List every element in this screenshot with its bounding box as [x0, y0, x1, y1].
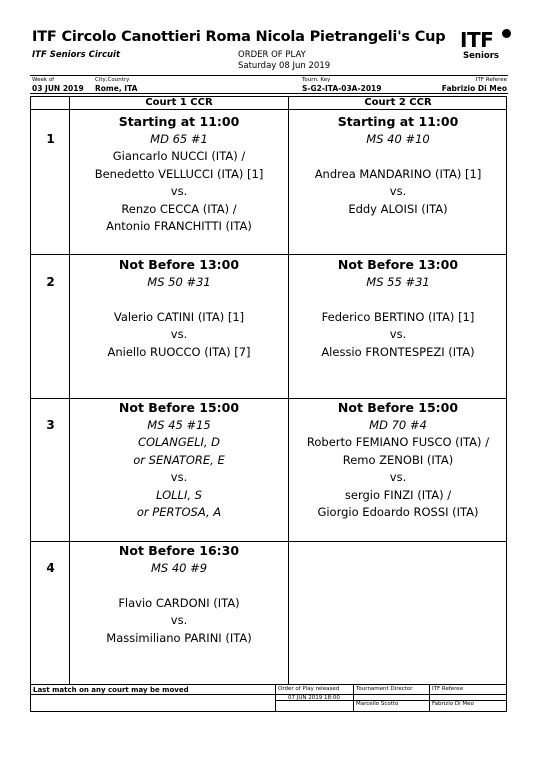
- match-event: MS 40 #9: [150, 560, 208, 575]
- versus-label: vs.: [170, 470, 188, 484]
- versus-label: vs.: [389, 327, 407, 341]
- player-line: Aniello RUOCCO (ITA) [7]: [107, 344, 251, 359]
- footer-divider: [31, 694, 507, 695]
- itf-seniors-logo: [460, 28, 518, 64]
- player-line: Alessio FRONTESPEZI (ITA): [321, 344, 475, 359]
- match-event: MS 55 #31: [366, 274, 430, 289]
- player-line: sergio FINZI (ITA) /: [344, 487, 452, 502]
- tournament-title: ITF Circolo Canottieri Roma Nicola Pietrangeli's Cup: [32, 29, 446, 45]
- match-time: Not Before 13:00: [118, 257, 240, 272]
- match-row-number: 1: [46, 132, 55, 146]
- player-line: Eddy ALOISI (ITA): [348, 201, 448, 216]
- match-time: Not Before 13:00: [337, 257, 459, 272]
- grid-divider: [31, 109, 507, 110]
- player-line: Benedetto VELLUCCI (ITA) [1]: [94, 166, 264, 181]
- player-line: COLANGELI, D: [137, 435, 221, 449]
- tourn-key-value: S-G2-ITA-03A-2019: [302, 84, 382, 93]
- match-event: MD 70 #4: [369, 417, 427, 432]
- footer-divider: [353, 685, 354, 711]
- footer-referee-label: ITF Referee: [432, 686, 464, 692]
- spacer: [70, 577, 288, 595]
- match-event: MS 40 #10: [366, 131, 430, 146]
- player-line: or PERTOSA, A: [136, 505, 222, 519]
- match-cell: [70, 542, 288, 647]
- spacer: [70, 291, 288, 309]
- city-label: City,Country: [95, 77, 130, 83]
- director-label: Tournament Director: [356, 686, 413, 692]
- player-line: Renzo CECCA (ITA) /: [121, 201, 237, 216]
- player-line: Valerio CATINI (ITA) [1]: [113, 309, 245, 324]
- footer-divider: [275, 685, 276, 711]
- director-value: Marcello Scotto: [356, 701, 399, 707]
- play-date: Saturday 08 Jun 2019: [238, 61, 331, 71]
- court-2-header: Court 2 CCR: [364, 97, 432, 108]
- match-event: MS 50 #31: [147, 274, 211, 289]
- city-value: Rome, ITA: [95, 84, 138, 93]
- match-time: Not Before 15:00: [337, 400, 459, 415]
- week-label: Week of: [32, 77, 55, 83]
- player-line: Giorgio Edoardo ROSSI (ITA): [317, 505, 479, 519]
- footer-referee-value: Fabrizio Di Meo: [432, 701, 474, 707]
- player-line: LOLLI, S: [156, 487, 202, 502]
- match-cell: [70, 256, 288, 361]
- order-of-play-grid: [30, 96, 507, 685]
- match-row-number: 2: [46, 275, 55, 289]
- meta-divider-bottom: [30, 93, 508, 94]
- player-line: Roberto FEMIANO FUSCO (ITA) /: [306, 435, 490, 449]
- player-line: Andrea MANDARINO (ITA) [1]: [314, 166, 482, 181]
- versus-label: vs.: [389, 470, 407, 484]
- player-line: Giancarlo NUCCI (ITA) /: [112, 149, 246, 163]
- match-time: Starting at 11:00: [118, 114, 240, 129]
- match-cell: [289, 113, 507, 218]
- player-line: or SENATORE, E: [133, 452, 225, 467]
- spacer: [289, 291, 507, 309]
- match-row-number: 3: [46, 418, 55, 432]
- player-line: Flavio CARDONI (ITA): [118, 595, 240, 610]
- player-line: Antonio FRANCHITTI (ITA): [106, 219, 252, 233]
- week-value: 03 JUN 2019: [32, 84, 84, 93]
- versus-label: vs.: [170, 184, 188, 198]
- logo-text: ITF: [460, 28, 494, 52]
- referee-value: Fabrizio Di Meo: [441, 84, 507, 93]
- footer-divider: [429, 685, 430, 711]
- match-row-number: 4: [46, 561, 55, 575]
- match-event: MD 65 #1: [150, 131, 208, 146]
- footer-box: [30, 685, 507, 712]
- match-time: Not Before 15:00: [118, 400, 240, 415]
- order-of-play-heading: [238, 50, 330, 72]
- logo-subtext: Seniors: [463, 51, 499, 61]
- released-label: Order of Play released: [278, 686, 340, 692]
- versus-label: vs.: [170, 613, 188, 627]
- meta-divider-top: [30, 75, 508, 76]
- match-cell: [70, 113, 288, 236]
- released-value: 07 JUN 2019 18:00: [288, 695, 340, 701]
- grid-divider: [31, 254, 507, 255]
- tennis-ball-icon: [502, 29, 511, 38]
- circuit-name: ITF Seniors Circuit: [32, 50, 121, 60]
- match-time: Not Before 16:30: [118, 543, 240, 558]
- match-cell: [289, 256, 507, 361]
- match-cell: [70, 399, 288, 522]
- player-line: Massimiliano PARINI (ITA): [106, 630, 252, 645]
- spacer: [289, 148, 507, 166]
- footer-note: Last match on any court may be moved: [33, 686, 189, 694]
- player-line: Federico BERTINO (ITA) [1]: [321, 309, 475, 324]
- referee-label: ITF Referee: [475, 77, 507, 83]
- court-1-header: Court 1 CCR: [145, 97, 213, 108]
- match-time: Starting at 11:00: [337, 114, 459, 129]
- match-event: MS 45 #15: [147, 417, 211, 432]
- match-cell: [289, 399, 507, 522]
- versus-label: vs.: [389, 184, 407, 198]
- versus-label: vs.: [170, 327, 188, 341]
- order-of-play-title: ORDER OF PLAY: [238, 50, 306, 60]
- tourn-key-label: Tourn. Key: [302, 77, 331, 83]
- player-line: Remo ZENOBI (ITA): [342, 452, 454, 467]
